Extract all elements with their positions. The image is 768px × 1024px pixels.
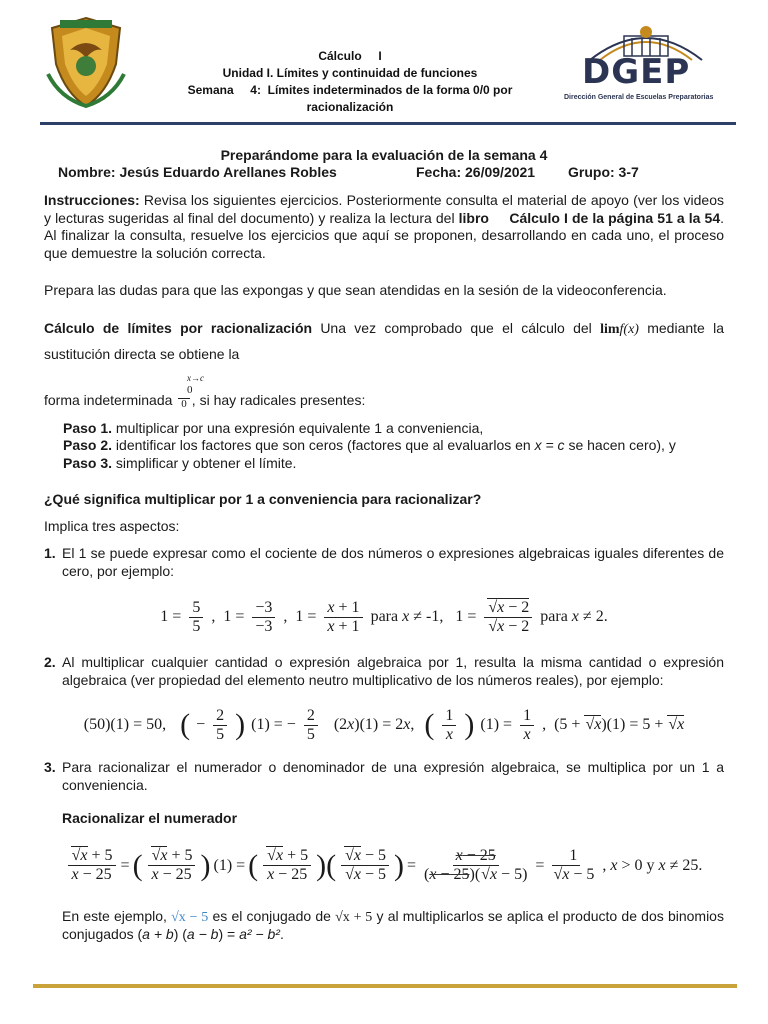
step-2-text: identificar los factores que son ceros (factores que al evaluarlos en xyxy=(112,437,535,453)
step-3-label: Paso 3. xyxy=(63,454,113,471)
aspect-text-2: Al multiplicar cualquier cantidad o expresión algebraica por 1, resulta la misma cantidad o expresión algebraica (ver propiedad del elemento neutro multiplicativo de los números reales), por ejemplo: xyxy=(62,654,724,688)
step-3-text: simplificar y obtener el límite. xyxy=(112,454,297,471)
conjugate-example-paragraph xyxy=(62,908,724,944)
step-2 xyxy=(63,437,724,455)
step-1-label: Paso 1. xyxy=(63,419,113,436)
step-1-text: multiplicar por una expresión equivalente 1 a conveniencia, xyxy=(112,419,484,436)
aspect-number-3: 3. xyxy=(44,759,56,775)
racionalizacion-text: Una vez comprobado que el cálculo del xyxy=(312,319,601,336)
indeterminate-text: forma indeterminada xyxy=(44,391,177,408)
example-text-4: ) ( xyxy=(173,926,187,942)
conjugate-expression: √x − 5 xyxy=(171,909,209,925)
crest-logo xyxy=(40,14,132,110)
formula-one-examples: 1 = $\frac{5}{5}$ , 1 = $\frac{-3}{-3}$ , 1 = $\frac{x + 1}{x + 1}$ para x ≠ -1, 1 = $\frac{√x - 2}{√x - 2}$ para x ≠ 2. xyxy=(160,598,608,635)
student-name: Nombre: Jesús Eduardo Arellanes Robles xyxy=(58,164,337,180)
course-heading xyxy=(140,48,560,116)
racionalizacion-title: Cálculo de límites por racionalización xyxy=(44,319,313,336)
document-body xyxy=(44,192,724,944)
example-text-end: . xyxy=(279,926,284,942)
course-title: Cálculo I xyxy=(318,49,382,63)
aspect-item-2 xyxy=(44,654,724,689)
student-info-row xyxy=(0,164,768,182)
racionalizacion-text-2: mediante la sustitución directa se obtiene la xyxy=(44,319,724,362)
dgep-logo xyxy=(560,22,732,106)
limit-subscript: x→c xyxy=(187,372,204,383)
aspect-item-1 xyxy=(44,545,724,580)
binomial-a-minus-b: a − b xyxy=(186,926,219,942)
aspect-text-3: Para racionalizar el numerador o denominador de una expresión algebraica, se multiplica por un 1 a conveniencia. xyxy=(62,759,724,793)
question-heading: ¿Qué significa multiplicar por 1 a conveniencia para racionalizar? xyxy=(44,491,482,507)
fx-symbol: f(x) xyxy=(619,321,639,337)
steps-list xyxy=(63,420,724,473)
implica-text: Implica tres aspectos: xyxy=(44,517,180,534)
racionalizacion-intro xyxy=(44,316,724,366)
header-divider xyxy=(40,122,736,125)
difference-of-squares: a² − b² xyxy=(239,926,280,942)
aspect-text-1: El 1 se puede expresar como el cociente de dos números o expresiones algebraicas iguales diferentes de cero, por ejemplo: xyxy=(62,545,724,579)
step-3 xyxy=(63,455,724,473)
submission-date: Fecha: 26/09/2021 xyxy=(416,164,536,180)
dgep-logo-text: DGEP xyxy=(582,52,691,92)
instructions-paragraph xyxy=(44,192,724,262)
dgep-logo-subtitle: Dirección General de Escuelas Preparatorias xyxy=(564,94,714,101)
aspect-number-2: 2. xyxy=(44,654,56,670)
unit-title: Unidad I. Límites y continuidad de funciones xyxy=(222,66,478,80)
zero-numerator-top: 0 xyxy=(187,383,193,396)
example-text-5: ) = xyxy=(218,926,240,942)
instructions-text: Revisa los siguientes ejercicios. Posteriormente consulta el material de apoyo (ver los videos y lecturas sugeridas al final del documento) y realiza la lectura del xyxy=(44,192,724,226)
zero-denominator: 0 xyxy=(178,398,190,410)
student-group: Grupo: 3-7 xyxy=(568,164,639,180)
step-2-variable: x = c xyxy=(534,437,565,453)
book-title: Cálculo I de la página 51 a la 54 xyxy=(509,209,721,226)
step-1 xyxy=(63,420,724,438)
racionalizar-numerador-heading: Racionalizar el numerador xyxy=(62,810,238,826)
lim-symbol: lim xyxy=(600,321,620,337)
example-text-2: es el conjugado de xyxy=(208,907,336,924)
week-title-cont: racionalización xyxy=(306,100,394,114)
footer-divider xyxy=(33,984,737,988)
assignment-titles xyxy=(0,146,768,182)
example-text: En este ejemplo, xyxy=(62,907,172,924)
assignment-title: Preparándome para la evaluación de la semana 4 xyxy=(220,147,548,163)
indeterminate-text-end: , si hay radicales presentes: xyxy=(191,391,366,408)
example-text-3: y al multiplicarlos se aplica el producto de dos binomios conjugados ( xyxy=(62,907,724,942)
aspect-item-3 xyxy=(44,759,724,794)
prepare-paragraph: Prepara las dudas para que las expongas y que sean atendidas en la sesión de la videoconferencia. xyxy=(44,282,667,298)
aspect-number-1: 1. xyxy=(44,545,56,561)
aspects-list xyxy=(44,545,724,794)
instructions-text-end: . Al finalizar la consulta, resuelve los ejercicios que aquí se proponen, desarrollando en cada uno, el proceso que demuestre la solución correcta. xyxy=(44,209,725,261)
formula-identity-examples: (50)(1) = 50, ( − $\frac{2}{5}$ ) (1) = − $\frac{2}{5}$ (2x)(1) = 2x, ( $\frac{1}{x}$ ) (1) = $\frac{1}{x}$ , (5 + √x)(1) = 5 + √x xyxy=(83,706,685,743)
document-header xyxy=(0,0,768,124)
step-2-label: Paso 2. xyxy=(63,437,113,453)
limit-subscript-area xyxy=(44,370,724,404)
book-label: libro xyxy=(458,209,489,226)
formula-rationalize-numerator: $\frac{√x + 5}{x - 25}$ = ( $\frac{√x + 5}{x - 25}$ ) (1) = ( $\frac{√x + 5}{x - 25}$ )( $\frac{√x - 5}{√x - 5}$ ) = $\frac{x - 25}{(x - 25)(√x - 5)}$ = $\frac{1}{√x - 5}$ , x > 0 y x ≠ 25. xyxy=(44,840,724,892)
step-2-text-end: se hacen cero), y xyxy=(564,437,676,453)
instructions-label: Instrucciones: xyxy=(44,192,140,208)
original-expression: √x + 5 xyxy=(335,909,373,925)
binomial-a-plus-b: a + b xyxy=(142,926,174,942)
week-title: Semana 4: Límites indeterminados de la forma 0/0 por xyxy=(187,83,513,97)
